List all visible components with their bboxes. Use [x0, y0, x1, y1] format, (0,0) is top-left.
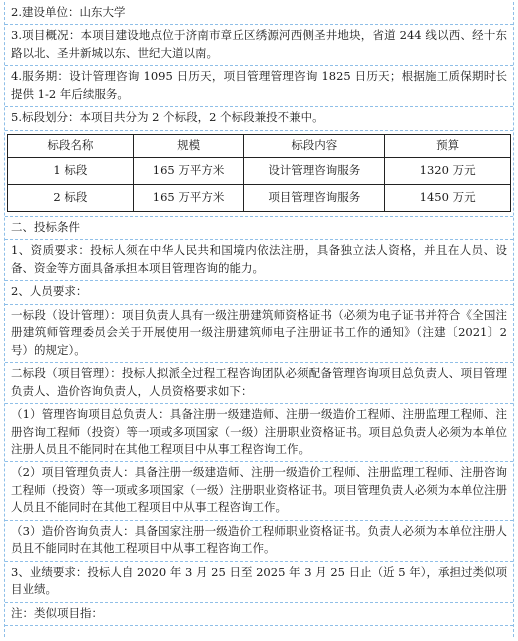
document-page: [4, 2, 514, 637]
lot-table: [7, 134, 511, 212]
column-header: 规模: [133, 134, 244, 157]
similar-project-note: 注：类似项目指：: [5, 603, 513, 626]
column-header: 标段内容: [244, 134, 385, 157]
table-row: [8, 157, 511, 184]
project-overview: 3.项目概况：本项目建设地点位于济南市章丘区绣源河西侧圣井地块，省道 244 线以西、经十东路以北、圣井新城以东、世纪大道以南。: [5, 25, 513, 66]
lot-division: 5.标段划分：本项目共分为 2 个标段，2 个标段兼投不兼中。: [5, 107, 513, 130]
requirement-item-1: （1）管理咨询项目总负责人：具备注册一级建造师、注册一级造价工程师、注册监理工程师、注册咨询工程师（投资）等一项或多项国家（一级）注册职业资格证书。项目总负责人必须为本单位注册人员且不能同时在其他工程项目中从事工程咨询工作。: [5, 404, 513, 462]
table-header-row: [8, 134, 511, 157]
table-row: [8, 184, 511, 211]
table-cell: 项目管理咨询服务: [244, 184, 385, 211]
table-cell: 2 标段: [8, 184, 134, 211]
qualification-requirement: 1、资质要求：投标人须在中华人民共和国境内依法注册，具备独立法人资格，并且在人员、设备、资金等方面具备承担本项目管理咨询的能力。: [5, 240, 513, 281]
table-cell: 1450 万元: [385, 184, 511, 211]
table-cell: 165 万平方米: [133, 157, 244, 184]
table-cell: 165 万平方米: [133, 184, 244, 211]
table-cell: 1 标段: [8, 157, 134, 184]
lot1-requirement: 一标段（设计管理）：项目负责人具有一级注册建筑师资格证书（必须为电子证书并符合《全国注册建筑师管理委员会关于开展使用一级注册建筑师电子注册证书工作的通知》（注建〔2021〕2 号）的规定）。: [5, 305, 513, 363]
lot2-requirement: 二标段（项目管理）：投标人拟派全过程工程咨询团队必须配备管理咨询项目总负责人、项目管理负责人、造价咨询负责人，人员资格要求如下：: [5, 363, 513, 404]
personnel-requirement-heading: 2、人员要求：: [5, 281, 513, 304]
table-cell: 设计管理咨询服务: [244, 157, 385, 184]
lot-table-wrapper: [5, 131, 513, 217]
construction-unit: 2.建设单位：山东大学: [5, 2, 513, 25]
performance-requirement: 3、业绩要求：投标人自 2020 年 3 月 25 日至 2025 年 3 月 25 日止（近 5 年），承担过类似项目业绩。: [5, 562, 513, 603]
bidding-conditions-heading: 二、投标条件: [5, 217, 513, 240]
column-header: 标段名称: [8, 134, 134, 157]
requirement-item-2: （2）项目管理负责人：具备注册一级建造师、注册一级造价工程师、注册监理工程师、注册咨询工程师（投资）等一项或多项国家（一级）注册职业资格证书。项目管理负责人必须为本单位注册人员且不能同时在其他工程项目中从事工程咨询工作。: [5, 462, 513, 520]
table-cell: 1320 万元: [385, 157, 511, 184]
service-period: 4.服务期：设计管理咨询 1095 日历天，项目管理管理咨询 1825 日历天；根据施工质保期时长提供 1-2 年后续服务。: [5, 66, 513, 107]
requirement-item-3: （3）造价咨询负责人：具备国家注册一级造价工程师职业资格证书。负责人必须为本单位注册人员且不能同时在其他工程项目中从事工程咨询工作。: [5, 521, 513, 562]
column-header: 预算: [385, 134, 511, 157]
